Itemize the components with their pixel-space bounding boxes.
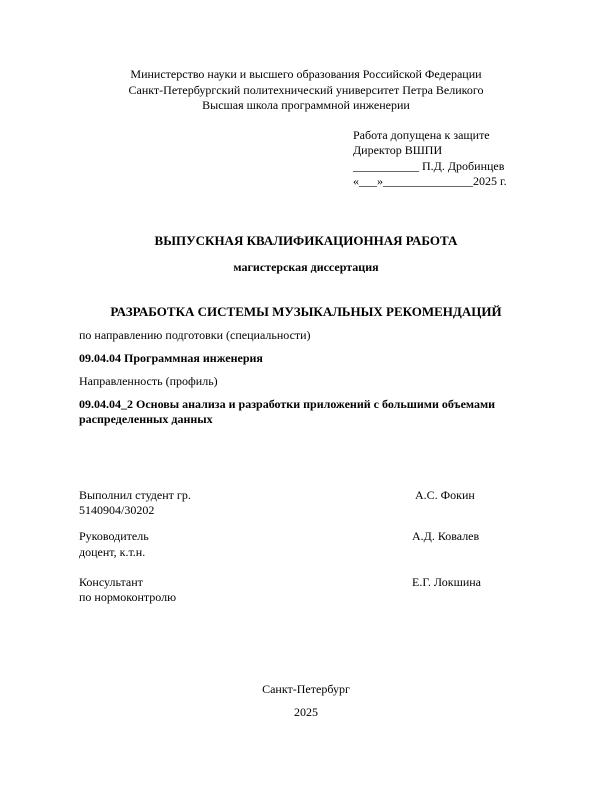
footer-year: 2025 [294,705,318,719]
school-line: Высшая школа программной инженерии [202,98,410,112]
profile-value-line1: 09.04.04_2 Основы анализа и разработки приложений с большими объемами [79,397,496,411]
ministry-line: Министерство науки и высшего образования Российской Федерации [130,67,482,81]
profile-label: Направленность (профиль) [79,374,218,388]
consultant-role: Консультант [79,575,143,589]
profile-value-line2: распределенных данных [79,412,213,426]
work-subtype: магистерская диссертация [233,260,379,274]
supervisor-role: Руководитель [79,529,149,543]
supervisor-degree: доцент, к.т.н. [79,545,146,559]
consultant-scope: по нормоконтролю [79,590,177,604]
approval-line-signature: ___________ П.Д. Дробинцев [353,159,505,173]
direction-label: по направлению подготовки (специальности) [79,328,311,342]
work-type-heading: ВЫПУСКНАЯ КВАЛИФИКАЦИОННАЯ РАБОТА [154,233,458,248]
university-line: Санкт-Петербургский политехнический университет Петра Великого [128,83,484,97]
supervisor-name: А.Д. Ковалев [412,529,480,543]
student-role: Выполнил студент гр. [79,488,191,502]
student-group: 5140904/30202 [79,503,155,517]
student-name: А.С. Фокин [415,488,475,502]
thesis-title: РАЗРАБОТКА СИСТЕМЫ МУЗЫКАЛЬНЫХ РЕКОМЕНДАЦИЙ [110,304,502,319]
direction-value: 09.04.04 Программная инженерия [79,351,263,365]
approval-line-date: «___»_______________2025 г. [353,174,507,188]
approval-line-admitted: Работа допущена к защите [353,128,490,142]
approval-line-director: Директор ВШПИ [353,143,443,157]
consultant-name: Е.Г. Локшина [412,575,481,589]
footer-city: Санкт-Петербург [262,682,350,696]
